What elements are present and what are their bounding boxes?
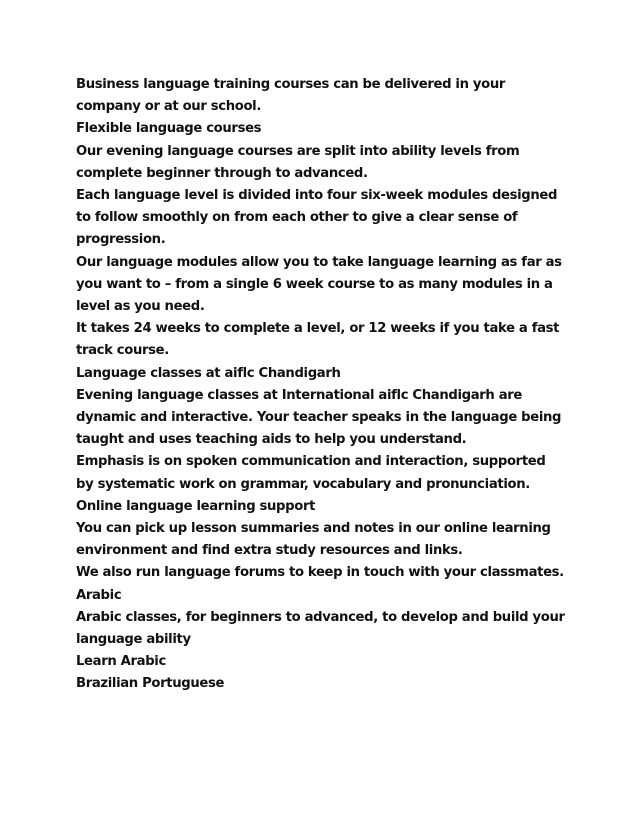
paragraph-evening-courses: Our evening language courses are split into ability levels from complete beginner through to advanced. [76,143,520,181]
paragraph-business-training: Business language training courses can be delivered in your company or at our school. [76,77,506,115]
paragraph-arabic-classes: Arabic classes, for beginners to advanced, to develop and build your language ability [76,609,565,648]
heading-flexible-courses: Flexible language courses [76,121,262,137]
heading-learn-arabic: Learn Arabic [76,654,166,670]
heading-brazilian-portuguese: Brazilian Portuguese [76,676,225,692]
paragraph-language-forums: We also run language forums to keep in touch with your classmates. [76,565,564,581]
heading-online-support: Online language learning support [76,498,316,514]
paragraph-language-modules: Our language modules allow you to take language learning as far as you want to – from a single 6 week course to as many modules in a level as you need. [76,254,562,315]
document-body [76,74,566,696]
paragraph-language-levels: Each language level is divided into four six-week modules designed to follow smoothly on from each other to give a clear sense of progression. [76,188,558,248]
paragraph-emphasis: Emphasis is on spoken communication and interaction, supported by systematic work on grammar, vocabulary and pronunciation. [76,454,546,492]
paragraph-weeks-to-complete: It takes 24 weeks to complete a level, or 12 weeks if you take a fast track course. [76,321,560,359]
paragraph-evening-classes: Evening language classes at International aiflc Chandigarh are dynamic and interactive. Your teacher speaks in the language being taught and uses teaching aids to help you understand. [76,387,562,448]
heading-arabic: Arabic [76,587,122,603]
heading-language-classes: Language classes at aiflc Chandigarh [76,365,341,381]
paragraph-lesson-summaries: You can pick up lesson summaries and notes in our online learning environment and find extra study resources and links. [76,521,551,559]
